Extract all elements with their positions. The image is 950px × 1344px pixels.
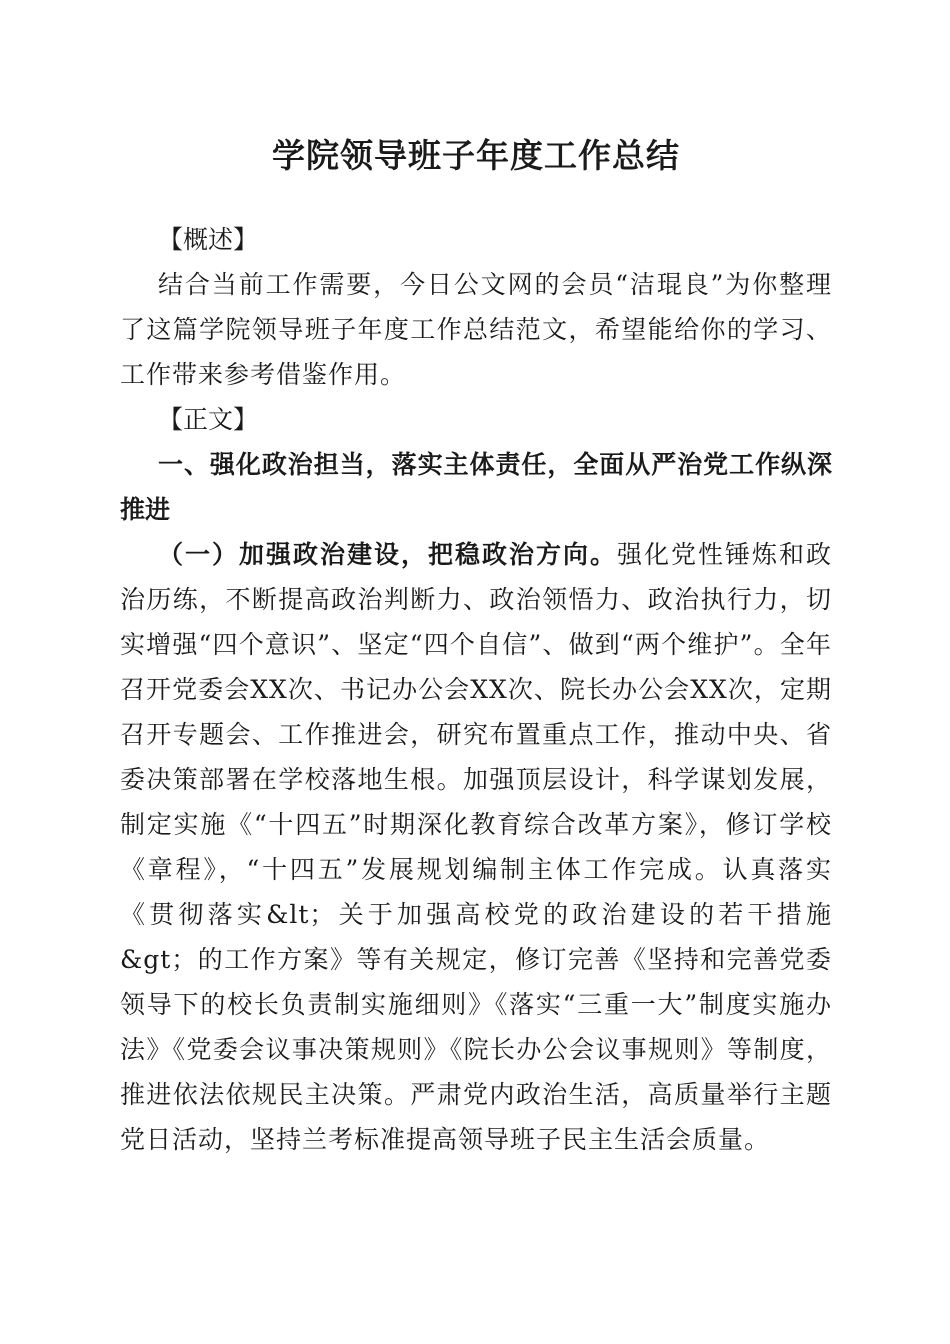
document-page	[120, 130, 832, 1162]
body-paragraph-1	[120, 532, 832, 1162]
summary-label: 【概述】	[158, 225, 259, 254]
paragraph-1-text: 强化党性锤炼和政治历练，不断提高政治判断力、政治领悟力、政治执行力，切实增强“四个意识”、坚定“四个自信”、做到“两个维护”。全年召开党委会XX次、书记办公会XX次、院长办公会XX次，定期召开专题会、工作推进会，研究布置重点工作，推动中央、省委决策部署在学校落地生根。加强顶层设计，科学谋划发展，制定实施《“十四五”时期深化教育综合改革方案》，修订学校《章程》，“十四五”发展规划编制主体工作完成。认真落实《贯彻落实&lt；关于加强高校党的政治建设的若干措施&gt；的工作方案》等有关规定，修订完善《坚持和完善党委领导下的校长负责制实施细则》《落实“三重一大”制度实施办法》《党委会议事决策规则》《院长办公会议事规则》等制度，推进依法依规民主决策。严肃党内政治生活，高质量举行主题党日活动，坚持兰考标准提高领导班子民主生活会质量。	[120, 540, 832, 1154]
summary-paragraph: 结合当前工作需要，今日公文网的会员“洁琨良”为你整理了这篇学院领导班子年度工作总结范文，希望能给你的学习、工作带来参考借鉴作用。	[120, 270, 832, 389]
section-heading-1: 一、强化政治担当，落实主体责任，全面从严治党工作纵深推进	[120, 450, 832, 524]
document-title: 学院领导班子年度工作总结	[272, 136, 680, 175]
subheading-1: （一）加强政治建设，把稳政治方向。	[158, 540, 617, 569]
body-label: 【正文】	[158, 405, 259, 434]
